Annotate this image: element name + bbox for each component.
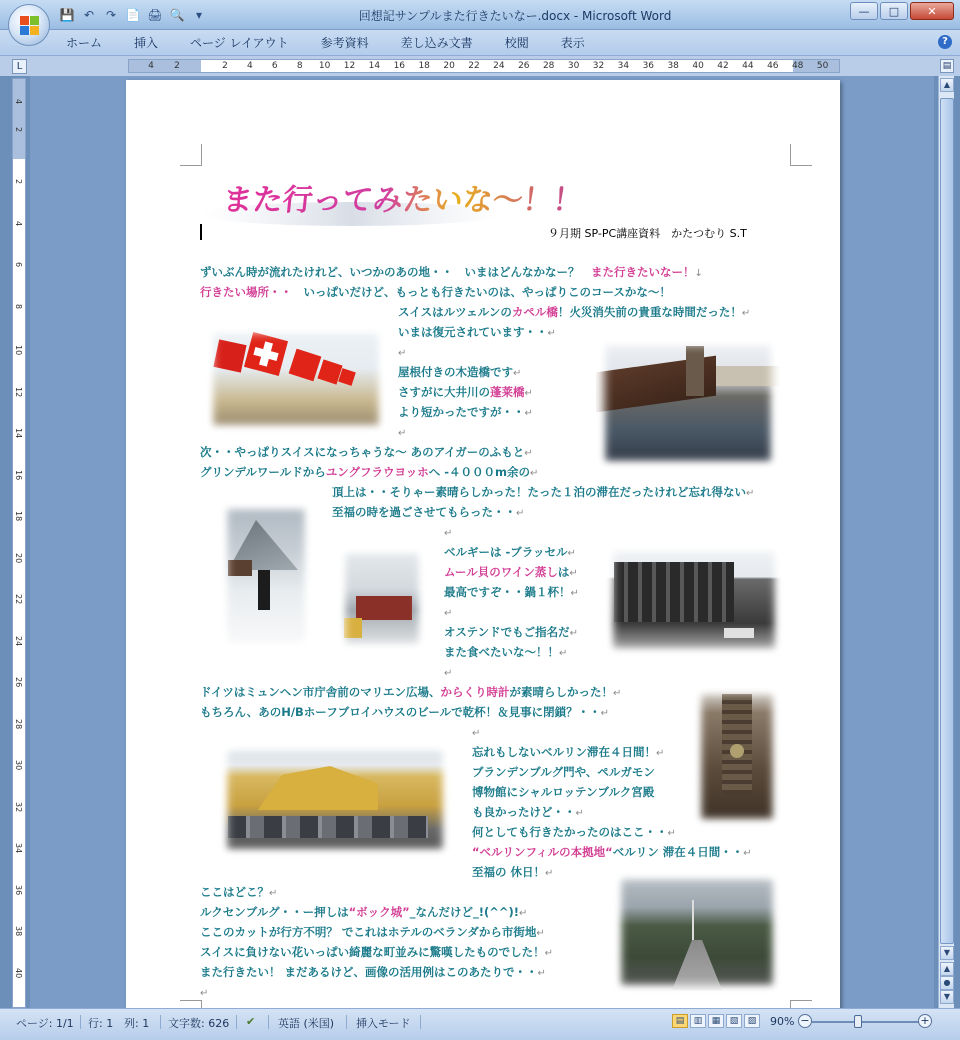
text-run: “ボック城” (348, 905, 410, 919)
paragraph-mark: ↵ (524, 408, 533, 419)
paragraph-mark: ↵ (743, 848, 752, 859)
paragraph-mark: ↵ (444, 668, 453, 679)
text-line[interactable] (200, 684, 621, 702)
paragraph-mark: ↵ (200, 988, 209, 999)
ruler-row (0, 56, 960, 76)
text-line[interactable] (398, 384, 533, 402)
ruler-number: 50 (816, 61, 829, 71)
text-run: からくり時計 (440, 685, 510, 699)
text-line[interactable] (444, 524, 452, 542)
text-line[interactable] (332, 504, 524, 522)
text-run: 至福の時を過ごさせてもらった・・ (332, 505, 516, 519)
tab-page-layout[interactable]: ページ レイアウト (190, 36, 289, 50)
text-line[interactable] (398, 404, 533, 422)
ruler-number: 4 (14, 99, 23, 105)
ruler-number: 14 (368, 61, 381, 71)
text-line[interactable] (472, 784, 654, 800)
ruler-number: 2 (14, 179, 23, 185)
full-screen-reading-view-icon[interactable]: ▥ (690, 1014, 706, 1028)
text-run: も良かったけど・・ (472, 805, 576, 819)
print-icon[interactable]: 🖨 (147, 8, 163, 22)
tab-insert[interactable]: 挿入 (134, 36, 159, 50)
text-run: また行きたいなー！ (591, 265, 695, 279)
text-run: ここはどこ？ (200, 885, 269, 899)
text-line[interactable] (398, 364, 521, 382)
paragraph-mark: ↵ (569, 628, 578, 639)
text-line[interactable] (200, 464, 538, 482)
text-line[interactable] (200, 944, 553, 962)
paragraph-mark: ↵ (524, 448, 533, 459)
ruler-number: 44 (742, 61, 754, 71)
paragraph-mark: ↵ (537, 968, 546, 979)
ruler-number: 24 (14, 635, 23, 646)
ruler-number: 18 (14, 511, 23, 522)
office-button[interactable] (8, 4, 50, 46)
ruler-number: 34 (617, 61, 630, 71)
text-line[interactable] (200, 264, 703, 282)
ruler-number: 26 (14, 677, 23, 688)
ruler-number: 6 (14, 262, 23, 268)
text-line[interactable] (200, 904, 527, 922)
scroll-down-button[interactable]: ▼ (940, 946, 954, 960)
author-line: ９月期 SP-PC講座資料 かたつむり S.T (548, 227, 747, 240)
text-run: いっぱいだけど、もっとも行きたいのは、やっぱりこのコースかな～！ (292, 285, 671, 299)
customize-qat-icon[interactable]: ▾ (195, 8, 203, 22)
text-run: は (557, 565, 570, 579)
vertical-ruler[interactable] (12, 78, 26, 1008)
zoom-in-button[interactable]: + (918, 1014, 932, 1028)
ruler-number: 48 (791, 61, 804, 71)
text-run: グリンデルワールドから (200, 465, 326, 479)
zoom-level[interactable]: 90% (770, 1015, 795, 1028)
text-line[interactable] (200, 444, 533, 462)
paragraph-mark: ↵ (398, 428, 407, 439)
crop-mark (790, 144, 812, 166)
paragraph-mark: ↵ (269, 888, 278, 899)
ruler-number: 38 (667, 61, 679, 71)
ruler-number: 28 (14, 718, 23, 729)
text-line[interactable] (332, 484, 754, 502)
ruler-number: 26 (518, 61, 530, 71)
text-run: また行きたい！ まだあるけど、画像の活用例はこのあたりで・・ (200, 965, 538, 979)
text-run: 頂上は・・そりゃー素晴らしかった！たった１泊の滞在だったけれど忘れ得ない (332, 485, 746, 499)
ruler-number: 42 (717, 61, 729, 71)
tab-review[interactable]: 校閲 (504, 36, 529, 50)
previous-page-button[interactable]: ▲ (940, 962, 954, 976)
language-indicator[interactable]: 英語 (米国) (278, 1017, 335, 1030)
text-run: ドイツはミュンヘン市庁舎前のマリエン広場、 (200, 685, 441, 699)
paragraph-mark: ↵ (667, 828, 676, 839)
insert-mode-indicator[interactable]: 挿入モード (356, 1017, 411, 1030)
text-line[interactable] (398, 324, 556, 342)
paragraph-mark: ↵ (530, 468, 539, 479)
redo-icon[interactable]: ↷ (105, 8, 117, 22)
paragraph-mark: ↵ (519, 908, 528, 919)
text-run: ベルギーは -ブラッセル (444, 545, 568, 559)
ruler-number: 20 (14, 552, 23, 563)
tab-home[interactable]: ホーム (66, 36, 103, 50)
paragraph-mark: ↵ (575, 808, 584, 819)
text-line[interactable] (200, 984, 208, 1002)
text-line[interactable] (444, 564, 578, 582)
minimize-button[interactable]: — (850, 2, 878, 20)
text-line[interactable] (444, 624, 578, 642)
tab-mailings[interactable]: 差し込み文書 (400, 36, 473, 50)
text-run: ムール貝のワイン蒸し (444, 565, 558, 579)
text-line[interactable] (200, 704, 609, 722)
text-run: また食べたいな～！！ (444, 645, 559, 659)
ruler-number: 16 (14, 469, 23, 480)
photo-grindelwald-station[interactable] (336, 544, 428, 654)
text-line[interactable] (444, 544, 576, 562)
text-run: ！火災消失前の貴重な時間だった！ (557, 305, 742, 319)
ruler-number: 20 (443, 61, 455, 71)
paragraph-mark: ↵ (547, 328, 556, 339)
ruler-number: 14 (14, 428, 23, 439)
text-run: スイスに負けない花いっぱい綺麗な町並みに驚嘆したものでした！ (200, 945, 545, 959)
web-layout-view-icon[interactable]: ▦ (708, 1014, 724, 1028)
document-page[interactable] (126, 80, 840, 1020)
ruler-number: 34 (14, 843, 23, 854)
tab-selector-button[interactable]: L (12, 59, 27, 74)
tab-references[interactable]: 参考資料 (320, 36, 369, 50)
ruler-number: 18 (418, 61, 430, 71)
svg-text:また行ってみたいな～！！: また行ってみたいな～！！ (220, 183, 585, 218)
paragraph-mark: ↵ (472, 728, 481, 739)
ruler-number: 22 (468, 61, 480, 71)
text-line[interactable] (444, 644, 567, 662)
paragraph-mark: ↵ (569, 568, 578, 579)
text-line[interactable] (200, 884, 277, 902)
ruler-number: 24 (493, 61, 505, 71)
text-run: ここのカットが行方不明？ でこれはホテルのベランダから市街地 (200, 925, 537, 939)
outline-view-icon[interactable]: ▧ (726, 1014, 742, 1028)
crop-mark (180, 144, 202, 166)
ruler-number: 4 (247, 61, 253, 71)
quick-access-toolbar (58, 6, 208, 26)
ruler-number: 12 (14, 386, 23, 397)
text-line[interactable] (398, 304, 750, 322)
text-run: 至福の 休日！ (472, 865, 546, 879)
line-indicator[interactable]: 行: 1 (88, 1017, 114, 1030)
text-run: ベルリン 滞在４日間・・ (612, 845, 744, 859)
save-icon[interactable]: 💾 (59, 8, 75, 22)
text-line[interactable] (472, 804, 584, 822)
next-page-button[interactable]: ▼ (940, 990, 954, 1004)
ruler-number: 10 (318, 61, 331, 71)
paragraph-mark: ↵ (656, 748, 665, 759)
paragraph-mark: ↵ (741, 308, 751, 319)
ruler-number: 38 (14, 926, 23, 937)
text-run: “ベルリンフィルの本拠地“ (472, 845, 613, 859)
office-logo-icon (20, 16, 40, 36)
print-preview-icon[interactable]: 🔍 (169, 8, 185, 22)
text-run: 屋根付きの木造橋です (398, 365, 513, 379)
word-count[interactable]: 文字数: 626 (168, 1017, 230, 1030)
text-run: さすがに大井川の (398, 385, 490, 399)
maximize-button[interactable]: □ (880, 2, 908, 20)
paragraph-mark: ↵ (536, 928, 545, 939)
text-run: が素晴らしかった！ (509, 685, 613, 699)
ruler-number: 16 (393, 61, 406, 71)
window-title: 回想記サンプルまた行きたいなー.docx - Microsoft Word (358, 9, 672, 23)
horizontal-ruler[interactable] (128, 59, 840, 73)
ruler-number: 40 (14, 967, 23, 978)
ruler-number: 4 (14, 220, 23, 226)
text-line[interactable] (472, 764, 655, 780)
paragraph-mark: ↵ (544, 948, 554, 959)
text-run: 忘れもしないベルリン滞在４日間！ (472, 745, 656, 759)
scroll-up-button[interactable]: ▲ (940, 78, 954, 92)
text-run: カペル橋 (511, 305, 558, 319)
text-line[interactable] (398, 424, 406, 442)
undo-icon[interactable]: ↶ (83, 8, 95, 22)
photo-swiss-flags[interactable] (204, 324, 388, 434)
paragraph-mark: ↵ (524, 388, 533, 399)
view-ruler-icon[interactable]: ▤ (940, 59, 954, 73)
paragraph-mark: ↵ (444, 608, 453, 619)
ruler-number: 6 (271, 61, 278, 71)
text-run: ブランデンブルグ門や、ペルガモン (472, 765, 655, 779)
photo-eiger[interactable] (218, 500, 314, 652)
text-line[interactable] (472, 724, 480, 742)
tab-view[interactable]: 表示 (560, 36, 585, 50)
zoom-slider-thumb[interactable] (854, 1015, 862, 1028)
paragraph-mark: ↵ (513, 368, 522, 379)
ruler-number: 32 (592, 61, 605, 71)
text-run: スイスはルツェルンの (398, 305, 512, 319)
status-bar (0, 1008, 960, 1040)
ruler-number: 8 (296, 61, 303, 71)
text-run: いまは復元されています・・ (398, 325, 548, 339)
paragraph-mark: ↵ (444, 528, 453, 539)
text-run: もちろん、あのH/Bホーフブロイハウスのビールで乾杯！＆見事に閉鎖？・・ (200, 705, 601, 719)
column-indicator[interactable]: 列: 1 (124, 1017, 150, 1030)
ruler-number: 36 (642, 61, 655, 71)
close-button[interactable]: ✕ (910, 2, 954, 20)
zoom-out-button[interactable]: − (798, 1014, 812, 1028)
ruler-number: 2 (222, 61, 228, 71)
ruler-number: 28 (542, 61, 555, 71)
text-run: ルクセンブルグ・・ー押しは (200, 905, 349, 919)
paragraph-mark: ↵ (516, 508, 525, 519)
text-run: より短かったですが・・ (398, 405, 525, 419)
vertical-scrollbar[interactable] (938, 76, 954, 1008)
photo-munich-town-hall[interactable] (692, 684, 782, 828)
text-line[interactable] (472, 844, 752, 862)
wordart-title[interactable] (202, 170, 585, 230)
ruler-number: 32 (14, 801, 23, 812)
paragraph-mark: ↵ (567, 548, 576, 559)
text-run: ユングフラウヨッホ (325, 465, 429, 479)
paragraph-mark: ↵ (612, 688, 622, 699)
text-line[interactable] (472, 824, 676, 842)
ruler-number: 46 (767, 61, 779, 71)
text-run: 蓬莱橋 (490, 385, 525, 399)
text-line[interactable] (200, 284, 671, 300)
ruler-number: 4 (148, 61, 154, 71)
paragraph-mark: ↵ (559, 648, 568, 659)
browse-object-button[interactable]: ● (940, 976, 954, 990)
print-layout-view-icon[interactable]: ▤ (672, 1014, 688, 1028)
text-line[interactable] (472, 864, 553, 882)
help-icon[interactable]: ? (938, 35, 952, 49)
new-document-icon[interactable]: 📄 (125, 8, 141, 22)
text-run: 行きたい場所・・ (200, 285, 292, 299)
text-run: 最高ですぞ・・鍋１杯！ (444, 585, 571, 599)
text-line[interactable] (444, 604, 452, 622)
ruler-number: 22 (14, 594, 23, 605)
spelling-check-icon[interactable]: ✔ (246, 1015, 256, 1028)
text-run: ずいぶん時が流れたけれど、いつかのあの地・・ いまはどんなかなー？ (200, 265, 591, 279)
title-bar (0, 0, 960, 30)
ruler-number: 2 (14, 127, 23, 133)
ruler-number: 30 (14, 760, 23, 771)
paragraph-mark: ↵ (746, 488, 755, 499)
text-run: オステンドでもご指名だ (444, 625, 570, 639)
photo-berlin-philharmonie[interactable] (218, 742, 452, 858)
text-line[interactable] (444, 664, 452, 682)
draft-view-icon[interactable]: ▨ (744, 1014, 760, 1028)
text-line[interactable] (200, 924, 545, 942)
text-line[interactable] (398, 344, 406, 362)
text-run: 次・・やっぱりスイスになっちゃうな～ あのアイガーのふもと (200, 445, 525, 459)
scroll-thumb[interactable] (940, 98, 954, 944)
photo-luxembourg-city[interactable] (612, 870, 782, 994)
text-cursor (200, 224, 202, 240)
text-line[interactable] (200, 964, 546, 982)
photo-brussels-station[interactable] (604, 542, 784, 658)
paragraph-mark: ↓ (694, 268, 703, 279)
photo-kapellbruecke[interactable] (596, 336, 780, 470)
text-run: へ -４０００m余の (428, 465, 531, 479)
ruler-number: 10 (14, 345, 23, 356)
ribbon-tabs (50, 35, 601, 51)
window-controls (850, 2, 954, 20)
page-indicator[interactable]: ページ: 1/1 (16, 1017, 74, 1030)
text-run: 何としても行きたかったのはここ・・ (472, 825, 668, 839)
ruler-number: 8 (14, 303, 23, 309)
text-run: 博物館にシャルロッテンブルク宮殿 (472, 785, 655, 799)
ribbon (0, 30, 960, 56)
ruler-number: 40 (692, 61, 704, 71)
ruler-number: 30 (567, 61, 580, 71)
ruler-number: 2 (174, 61, 180, 71)
document-area (30, 76, 934, 1008)
zoom-slider[interactable] (812, 1021, 920, 1023)
paragraph-mark: ↵ (545, 868, 554, 879)
ruler-number: 36 (14, 884, 23, 895)
paragraph-mark: ↵ (570, 588, 579, 599)
text-run: _なんだけど_!(^^)! (409, 905, 519, 919)
paragraph-mark: ↵ (398, 348, 407, 359)
text-line[interactable] (472, 744, 664, 762)
ruler-number: 12 (343, 61, 356, 71)
text-line[interactable] (444, 584, 579, 602)
paragraph-mark: ↵ (600, 708, 609, 719)
